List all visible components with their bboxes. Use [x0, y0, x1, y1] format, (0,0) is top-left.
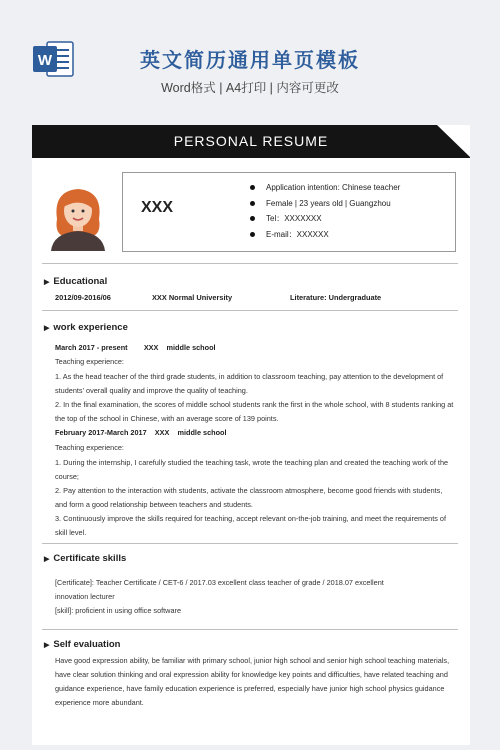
work-heading — [44, 322, 128, 333]
personal-info-box — [122, 172, 456, 252]
work-title: work experience — [53, 322, 128, 333]
resume-header — [32, 125, 470, 158]
triangle-bullet-icon: ▶ — [44, 556, 50, 563]
self-evaluation-text: Have good expression ability, be familiar with primary school, junior high school and senior high school teaching materials, have clear solution thinking and oral expression ability for knowledge key points and difficulties, have related teaching and guidance experience, have family education experience is preferred, especially have junior high school physics guidance experience more abundant. — [55, 656, 450, 707]
job2-point-1: 1. During the internship, I carefully studied the teaching task, wrote the teaching plan and created the teaching work of the course; — [55, 458, 449, 481]
skill-line: [skill]: proficient in using office software — [55, 606, 181, 615]
info-basic: Female | 23 years old | Guangzhou — [250, 196, 400, 212]
education-school: XXX Normal University — [152, 293, 233, 302]
job1-point-2: 2. In the final examination, the scores of middle school students rank the first in the whole school, with 8 students ranking at the top of the school in Chinese, with an average score of 139 points. — [55, 400, 454, 423]
certificate-title: Certificate skills — [53, 553, 127, 564]
job1-label: Teaching experience: — [55, 357, 124, 366]
job1-point-1: 1. As the head teacher of the third grade students, in addition to classroom teaching, pay attention to the development of students' overall quality and improve the quality of teaching. — [55, 372, 444, 395]
job1-heading: March 2017 - present XXX middle school — [55, 343, 216, 352]
education-heading — [44, 276, 107, 287]
resume-header-title: PERSONAL RESUME — [173, 133, 329, 149]
certificate-heading — [44, 553, 126, 564]
personal-info-list — [250, 180, 400, 242]
job2-point-2: 2. Pay attention to the interaction with students, activate the classroom atmosphere, become good friends with students, and form a good relationship between teachers and students. — [55, 486, 443, 509]
divider — [42, 263, 458, 264]
education-period: 2012/09-2016/06 — [55, 293, 111, 302]
banner — [0, 0, 500, 125]
resume-page — [32, 125, 470, 745]
divider — [42, 310, 458, 311]
svg-text:W: W — [37, 52, 53, 69]
divider — [42, 543, 458, 544]
candidate-name: XXX — [141, 199, 174, 216]
divider — [42, 629, 458, 630]
job2-heading: February 2017-March 2017 XXX middle school — [55, 428, 227, 437]
info-email: E-mail：XXXXXX — [250, 227, 400, 243]
job2-point-3: 3. Continuously improve the skills required for teaching, accept relevant on-the-job training, and meet the requirements of skill level. — [55, 514, 446, 537]
banner-subtitle: Word格式 | A4打印 | 内容可更改 — [161, 81, 339, 95]
info-intention: Application intention: Chinese teacher — [250, 180, 400, 196]
certificate-line: [Certificate]: Teacher Certificate / CET-6 / 2017.03 excellent class teacher of grade / 2018.07 excellent innovation lecturer — [55, 578, 384, 601]
avatar — [43, 181, 113, 251]
triangle-bullet-icon: ▶ — [44, 279, 50, 286]
self-evaluation-title: Self evaluation — [53, 639, 121, 650]
education-major: Literature: Undergraduate — [290, 293, 382, 302]
triangle-bullet-icon: ▶ — [44, 642, 50, 649]
job2-label: Teaching experience: — [55, 443, 124, 452]
self-evaluation-heading — [44, 639, 120, 650]
info-tel: Tel：XXXXXXX — [250, 211, 400, 227]
education-title: Educational — [53, 276, 108, 287]
triangle-bullet-icon: ▶ — [44, 325, 50, 332]
banner-title: 英文简历通用单页模板 — [140, 50, 360, 72]
